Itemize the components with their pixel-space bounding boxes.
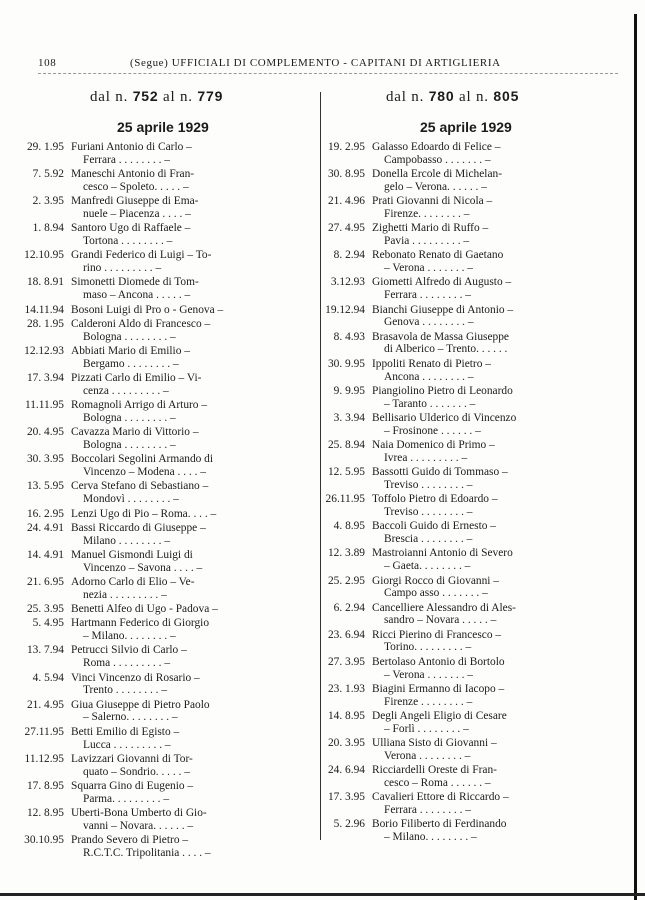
entry-date: 8. 4.93: [333, 330, 365, 343]
entry-line: Bosoni Luigi di Pro o - Genova –: [71, 303, 224, 316]
entry-text: [71, 276, 266, 302]
entry-line: Cavalieri Ettore di Riccardo –: [372, 791, 509, 804]
entry-text: [71, 453, 266, 479]
entry-text: [71, 372, 266, 398]
officer-entry: [311, 818, 572, 844]
entry-text: [71, 426, 266, 452]
officer-entry: [10, 480, 266, 506]
entry-date: 12. 5.95: [327, 466, 365, 479]
entry-line: R.C.T.C. Tripolitania . . . . –: [83, 846, 211, 859]
entry-text: [372, 195, 572, 221]
entry-text: [71, 522, 266, 548]
officer-entry: [10, 318, 266, 344]
entry-text: [71, 141, 266, 167]
right-range-from: 780: [428, 88, 455, 104]
entry-line: Treviso . . . . . . . . –: [384, 506, 473, 519]
entry-line: Simonetti Diomede di Tom-: [71, 276, 199, 289]
entry-text: [372, 737, 572, 763]
entry-date: 12.12.93: [24, 344, 64, 357]
officer-entry: [10, 753, 266, 779]
officer-entry: [10, 426, 266, 452]
entry-line: Piangiolino Pietro di Leonardo: [372, 384, 513, 397]
entry-line: Cavazza Mario di Vittorio –: [71, 426, 199, 439]
entry-line: Ferrara . . . . . . . . –: [384, 804, 471, 817]
officer-entry: [10, 807, 266, 833]
entry-text: [372, 439, 572, 465]
entry-line: Genova . . . . . . . . –: [384, 316, 474, 329]
entry-line: Ferrara . . . . . . . . –: [384, 289, 471, 302]
entry-line: Petrucci Silvio di Carlo –: [71, 644, 187, 657]
officer-entry: [10, 780, 266, 806]
entry-line: Naia Domenico di Primo –: [372, 439, 495, 452]
entry-date: 17. 3.94: [26, 372, 64, 385]
entry-date: 13. 5.95: [26, 480, 64, 493]
entry-line: – Gaeta. . . . . . . . –: [384, 560, 471, 573]
entry-line: Maneschi Antonio di Fran-: [71, 168, 195, 181]
officer-entry: [10, 644, 266, 670]
entry-line: Toffolo Pietro di Edoardo –: [372, 493, 498, 506]
entry-text: [372, 656, 572, 682]
officer-entry: [311, 737, 572, 763]
entry-line: Torino. . . . . . . . . –: [384, 641, 472, 654]
officer-entry: [10, 834, 266, 860]
entry-text: [71, 222, 266, 248]
entry-date: 25. 8.94: [327, 439, 365, 452]
officer-entry: [10, 372, 266, 398]
entry-text: [372, 602, 572, 628]
entry-date: 21. 6.95: [26, 576, 64, 588]
entry-date: 21. 4.95: [26, 698, 64, 711]
entry-line: Vinci Vincenzo di Rosario –: [71, 671, 200, 684]
entry-line: Ricciardelli Oreste di Fran-: [372, 764, 497, 777]
entry-date: 17. 8.95: [26, 779, 64, 792]
entry-text: [372, 520, 572, 546]
header-title: (Segue) UFFICIALI DI COMPLEMENTO - CAPITANI DI ARTIGLIERIA: [130, 57, 501, 69]
entry-text: [71, 508, 266, 521]
officer-entry: [10, 276, 266, 302]
officer-entry: [10, 522, 266, 548]
entry-line: Ricci Pierino di Francesco –: [372, 628, 502, 641]
entry-text: [372, 331, 572, 357]
entry-text: [372, 141, 572, 167]
entry-date: 11.12.95: [24, 752, 64, 765]
entry-line: Rebonato Renato di Gaetano: [372, 249, 504, 262]
entry-line: Bianchi Giuseppe di Antonio –: [372, 303, 514, 316]
entry-text: [372, 547, 572, 573]
entry-text: [372, 791, 572, 817]
officer-entry: [10, 672, 266, 698]
entry-date: 4. 5.94: [32, 671, 64, 684]
entry-line: di Alberico – Trento. . . . . .: [384, 343, 508, 356]
entry-text: [372, 493, 572, 519]
entry-line: nezia . . . . . . . . . –: [83, 588, 167, 601]
entry-line: Bologna . . . . . . . . –: [83, 439, 176, 452]
entry-line: Grandi Federico di Luigi – To-: [71, 249, 212, 262]
left-officer-list: [10, 141, 266, 861]
entry-date: 23. 6.94: [327, 628, 365, 641]
entry-line: Lenzi Ugo di Pio – Roma. . . . –: [71, 507, 217, 520]
entry-line: Bassotti Guido di Tommaso –: [372, 466, 508, 479]
entry-line: Abbiati Mario di Emilio –: [71, 344, 190, 357]
entry-text: [372, 818, 572, 844]
officer-entry: [10, 576, 266, 602]
entry-line: Milano . . . . . . . . –: [83, 534, 171, 547]
entry-line: cesco – Roma . . . . . . –: [384, 776, 491, 789]
officer-entry: [311, 493, 572, 519]
entry-line: Borio Filiberto di Ferdinando: [372, 818, 507, 831]
right-officer-list: [311, 141, 572, 845]
entry-line: Squarra Gino di Eugenio –: [71, 779, 194, 792]
entry-line: Roma . . . . . . . . . –: [83, 657, 171, 670]
entry-line: Baccoli Guido di Ernesto –: [372, 520, 497, 533]
entry-date: 9. 9.95: [333, 384, 365, 397]
entry-line: sandro – Novara . . . . . –: [384, 614, 497, 627]
entry-date: 30. 9.95: [327, 357, 365, 370]
entry-date: 20. 4.95: [26, 426, 64, 439]
entry-date: 25. 2.95: [327, 574, 365, 587]
entry-date: 12. 8.95: [26, 807, 64, 820]
entry-date: 19. 2.95: [327, 141, 365, 153]
entry-text: [71, 644, 266, 670]
entry-date: 27. 4.95: [327, 222, 365, 235]
entry-line: Treviso . . . . . . . . –: [384, 478, 473, 491]
officer-entry: [10, 141, 266, 167]
page-number: 108: [38, 57, 57, 69]
officer-entry: [10, 399, 266, 425]
entry-text: [71, 617, 266, 643]
entry-date: 14. 8.95: [327, 709, 365, 722]
entry-line: Cerva Stefano di Sebastiano –: [71, 480, 209, 493]
entry-date: 5. 2.96: [333, 818, 365, 831]
entry-date: 2. 3.95: [32, 195, 64, 208]
entry-text: [71, 480, 266, 506]
entry-text: [71, 168, 266, 194]
entry-text: [372, 222, 572, 248]
entry-text: [372, 168, 572, 194]
entry-line: Giorgi Rocco di Giovanni –: [372, 574, 499, 587]
officer-entry: [311, 520, 572, 546]
entry-line: – Taranto . . . . . . . –: [384, 397, 476, 410]
entry-line: Uberti-Bona Umberto di Gio-: [71, 807, 207, 820]
running-header: [38, 57, 618, 71]
officer-entry: [311, 168, 572, 194]
officer-entry: [10, 304, 266, 317]
entry-date: 30.10.95: [24, 834, 64, 847]
entry-text: [372, 249, 572, 275]
entry-line: Lucca . . . . . . . . . –: [83, 738, 171, 751]
entry-line: Firenze . . . . . . . . –: [384, 695, 473, 708]
entry-line: Bassi Riccardo di Giuseppe –: [71, 521, 206, 534]
entry-line: Brescia . . . . . . . . –: [384, 533, 473, 546]
entry-line: Zighetti Mario di Ruffo –: [372, 222, 489, 235]
entry-line: Bologna . . . . . . . . –: [83, 411, 176, 424]
officer-entry: [10, 726, 266, 752]
entry-text: [71, 549, 266, 575]
entry-date: 1. 8.94: [32, 222, 64, 235]
entry-date: 13. 7.94: [26, 644, 64, 657]
entry-text: [71, 249, 266, 275]
officer-entry: [10, 508, 266, 521]
entry-date: 8. 2.94: [333, 249, 365, 262]
entry-line: – Salerno. . . . . . . . –: [83, 711, 178, 724]
entry-text: [71, 399, 266, 425]
officer-entry: [10, 345, 266, 371]
entry-line: Hartmann Federico di Giorgio: [71, 617, 210, 630]
officer-entry: [311, 222, 572, 248]
entry-line: Firenze. . . . . . . . –: [384, 207, 470, 220]
entry-date: 26.11.95: [325, 493, 365, 506]
entry-line: Tortona . . . . . . . . –: [83, 235, 173, 248]
entry-line: Biagini Ermanno di Iacopo –: [372, 682, 505, 695]
entry-line: Giometti Alfredo di Augusto –: [372, 276, 512, 289]
officer-entry: [10, 603, 266, 616]
entry-line: gelo – Verona. . . . . . –: [384, 180, 487, 193]
entry-date: 17. 3.95: [327, 791, 365, 804]
entry-text: [372, 358, 572, 384]
officer-entry: [10, 453, 266, 479]
entry-line: – Forlì . . . . . . . . –: [384, 722, 469, 735]
left-range-from: 752: [132, 88, 159, 104]
entry-date: 23. 1.93: [327, 682, 365, 695]
entry-text: [71, 345, 266, 371]
officer-entry: [311, 575, 572, 601]
entry-line: – Frosinone . . . . . . –: [384, 424, 481, 437]
entry-date: 27. 3.95: [327, 655, 365, 668]
officer-entry: [311, 791, 572, 817]
entry-text: [71, 726, 266, 752]
entry-line: Santoro Ugo di Raffaele –: [71, 222, 191, 235]
entry-date: 30. 8.95: [327, 168, 365, 181]
officer-entry: [311, 629, 572, 655]
entry-text: [372, 304, 572, 330]
entry-line: Giua Giuseppe di Pietro Paolo: [71, 698, 210, 711]
entry-text: [71, 753, 266, 779]
entry-line: Ferrara . . . . . . . . –: [83, 153, 170, 166]
entry-line: Benetti Alfeo di Ugo - Padova –: [71, 603, 218, 616]
officer-entry: [10, 168, 266, 194]
officer-entry: [311, 466, 572, 492]
entry-date: 14. 4.91: [26, 548, 64, 561]
entry-date: 30. 3.95: [26, 453, 64, 466]
officer-entry: [311, 710, 572, 736]
officer-entry: [311, 547, 572, 573]
entry-text: [372, 683, 572, 709]
entry-line: Manfredi Giuseppe di Ema-: [71, 195, 199, 208]
right-section-date: 25 aprile 1929: [420, 119, 512, 135]
officer-entry: [311, 358, 572, 384]
entry-line: Romagnoli Arrigo di Arturo –: [71, 399, 208, 412]
right-range-heading: dal n. 780 al n. 805: [386, 88, 520, 105]
entry-text: [71, 576, 266, 602]
officer-entry: [311, 276, 572, 302]
entry-text: [71, 807, 266, 833]
entry-line: Ulliana Sisto di Giovanni –: [372, 737, 497, 750]
left-range-heading: dal n. 752 al n. 779: [90, 88, 224, 105]
entry-line: Lavizzari Giovanni di Tor-: [71, 752, 193, 765]
entry-line: cesco – Spoleto. . . . . –: [83, 180, 189, 193]
entry-line: Degli Angeli Eligio di Cesare: [372, 709, 507, 722]
entry-text: [372, 575, 572, 601]
entry-line: Bologna . . . . . . . . –: [83, 330, 176, 343]
entry-line: Bertolaso Antonio di Bortolo: [372, 655, 505, 668]
entry-text: [71, 672, 266, 698]
entry-line: Prati Giovanni di Nicola –: [372, 195, 493, 208]
officer-entry: [10, 249, 266, 275]
entry-line: – Milano. . . . . . . . –: [83, 630, 176, 643]
entry-text: [71, 304, 266, 317]
entry-date: 19.12.94: [325, 303, 365, 316]
officer-entry: [311, 412, 572, 438]
officer-entry: [10, 617, 266, 643]
entry-line: Ippoliti Renato di Pietro –: [372, 357, 491, 370]
entry-line: maso – Ancona . . . . . –: [83, 289, 191, 302]
entry-line: Manuel Gismondi Luigi di: [71, 548, 193, 561]
entry-line: Boccolari Segolini Armando di: [71, 453, 214, 466]
entry-text: [372, 764, 572, 790]
entry-line: Donella Ercole di Michelan-: [372, 168, 502, 181]
entry-line: Campobasso . . . . . . . –: [384, 153, 491, 166]
entry-date: 24. 4.91: [26, 521, 64, 534]
entry-line: Campo asso . . . . . . . –: [384, 587, 488, 600]
entry-date: 6. 2.94: [333, 601, 365, 614]
entry-line: Trento . . . . . . . . –: [83, 684, 168, 697]
officer-entry: [311, 764, 572, 790]
entry-date: 3.12.93: [330, 276, 365, 289]
entry-date: 14.11.94: [24, 303, 64, 316]
entry-date: 4. 8.95: [333, 520, 365, 533]
right-range-to: 805: [493, 88, 520, 104]
entry-text: [71, 780, 266, 806]
entry-line: Prando Severo di Pietro –: [71, 834, 189, 847]
entry-line: nuele – Piacenza . . . . –: [83, 207, 191, 220]
entry-text: [372, 629, 572, 655]
entry-date: 28. 1.95: [26, 317, 64, 330]
entry-text: [372, 710, 572, 736]
entry-date: 7. 5.92: [32, 168, 64, 181]
entry-line: Mondovì . . . . . . . . –: [83, 493, 179, 506]
officer-entry: [10, 699, 266, 725]
entry-line: – Verona . . . . . . . –: [384, 668, 474, 681]
entry-line: rino . . . . . . . . . –: [83, 262, 162, 275]
entry-date: 5. 4.95: [32, 617, 64, 630]
entry-date: 11.11.95: [24, 399, 64, 412]
officer-entry: [10, 222, 266, 248]
entry-line: Pavia . . . . . . . . . –: [384, 235, 470, 248]
entry-line: Betti Emilio di Egisto –: [71, 725, 180, 738]
entry-line: Ivrea . . . . . . . . . –: [384, 451, 468, 464]
entry-text: [372, 276, 572, 302]
entry-line: – Milano. . . . . . . . –: [384, 831, 477, 844]
entry-line: Vincenzo – Savona . . . . –: [83, 561, 203, 574]
left-section-date: 25 aprile 1929: [117, 119, 209, 135]
entry-date: 27.11.95: [24, 725, 64, 738]
scan-edge-right: [634, 14, 637, 900]
entry-line: cenza . . . . . . . . . –: [83, 384, 169, 397]
scan-edge-bottom: [0, 893, 645, 896]
entry-text: [71, 699, 266, 725]
officer-entry: [311, 249, 572, 275]
entry-text: [71, 603, 266, 616]
entry-date: 16. 2.95: [26, 507, 64, 520]
entry-text: [372, 412, 572, 438]
entry-line: Furiani Antonio di Carlo –: [71, 141, 192, 153]
entry-line: Verona . . . . . . . . –: [384, 749, 471, 762]
entry-date: 21. 4.96: [327, 195, 365, 208]
entry-date: 3. 3.94: [333, 411, 365, 424]
officer-entry: [311, 683, 572, 709]
officer-entry: [10, 549, 266, 575]
officer-entry: [10, 195, 266, 221]
entry-line: Pizzati Carlo di Emilio – Vi-: [71, 372, 202, 385]
entry-line: Parma. . . . . . . . . –: [83, 792, 170, 805]
entry-date: 12.10.95: [24, 249, 64, 262]
officer-entry: [311, 439, 572, 465]
officer-entry: [311, 331, 572, 357]
entry-date: 18. 8.91: [26, 276, 64, 289]
entry-date: 25. 3.95: [26, 603, 64, 616]
entry-line: Mastroianni Antonio di Severo: [372, 547, 513, 560]
entry-line: Ancona . . . . . . . . –: [384, 370, 474, 383]
entry-line: quato – Sondrio. . . . . –: [83, 765, 190, 778]
entry-text: [71, 318, 266, 344]
entry-date: 24. 6.94: [327, 764, 365, 777]
entry-line: Bergamo . . . . . . . . –: [83, 357, 179, 370]
entry-text: [71, 195, 266, 221]
officer-entry: [311, 195, 572, 221]
entry-date: 29. 1.95: [26, 141, 64, 153]
entry-line: Galasso Edoardo di Felice –: [372, 141, 501, 153]
entry-line: – Verona . . . . . . . –: [384, 262, 474, 275]
officer-entry: [311, 602, 572, 628]
entry-text: [372, 466, 572, 492]
entry-line: vanni – Novara. . . . . . –: [83, 819, 194, 832]
entry-line: Bellisario Ulderico di Vincenzo: [372, 411, 517, 424]
officer-entry: [311, 656, 572, 682]
entry-line: Calderoni Aldo di Francesco –: [71, 317, 211, 330]
entry-text: [372, 385, 572, 411]
entry-line: Adorno Carlo di Elio – Ve-: [71, 576, 195, 588]
entry-line: Vincenzo – Modena . . . . –: [83, 466, 206, 479]
entry-line: Cancelliere Alessandro di Ales-: [372, 601, 516, 614]
entry-date: 12. 3.89: [327, 547, 365, 560]
entry-text: [71, 834, 266, 860]
entry-date: 20. 3.95: [327, 737, 365, 750]
left-range-to: 779: [197, 88, 224, 104]
officer-entry: [311, 385, 572, 411]
officer-entry: [311, 141, 572, 167]
header-rule: [38, 73, 618, 74]
officer-entry: [311, 304, 572, 330]
entry-line: Brasavola de Massa Giuseppe: [372, 330, 509, 343]
